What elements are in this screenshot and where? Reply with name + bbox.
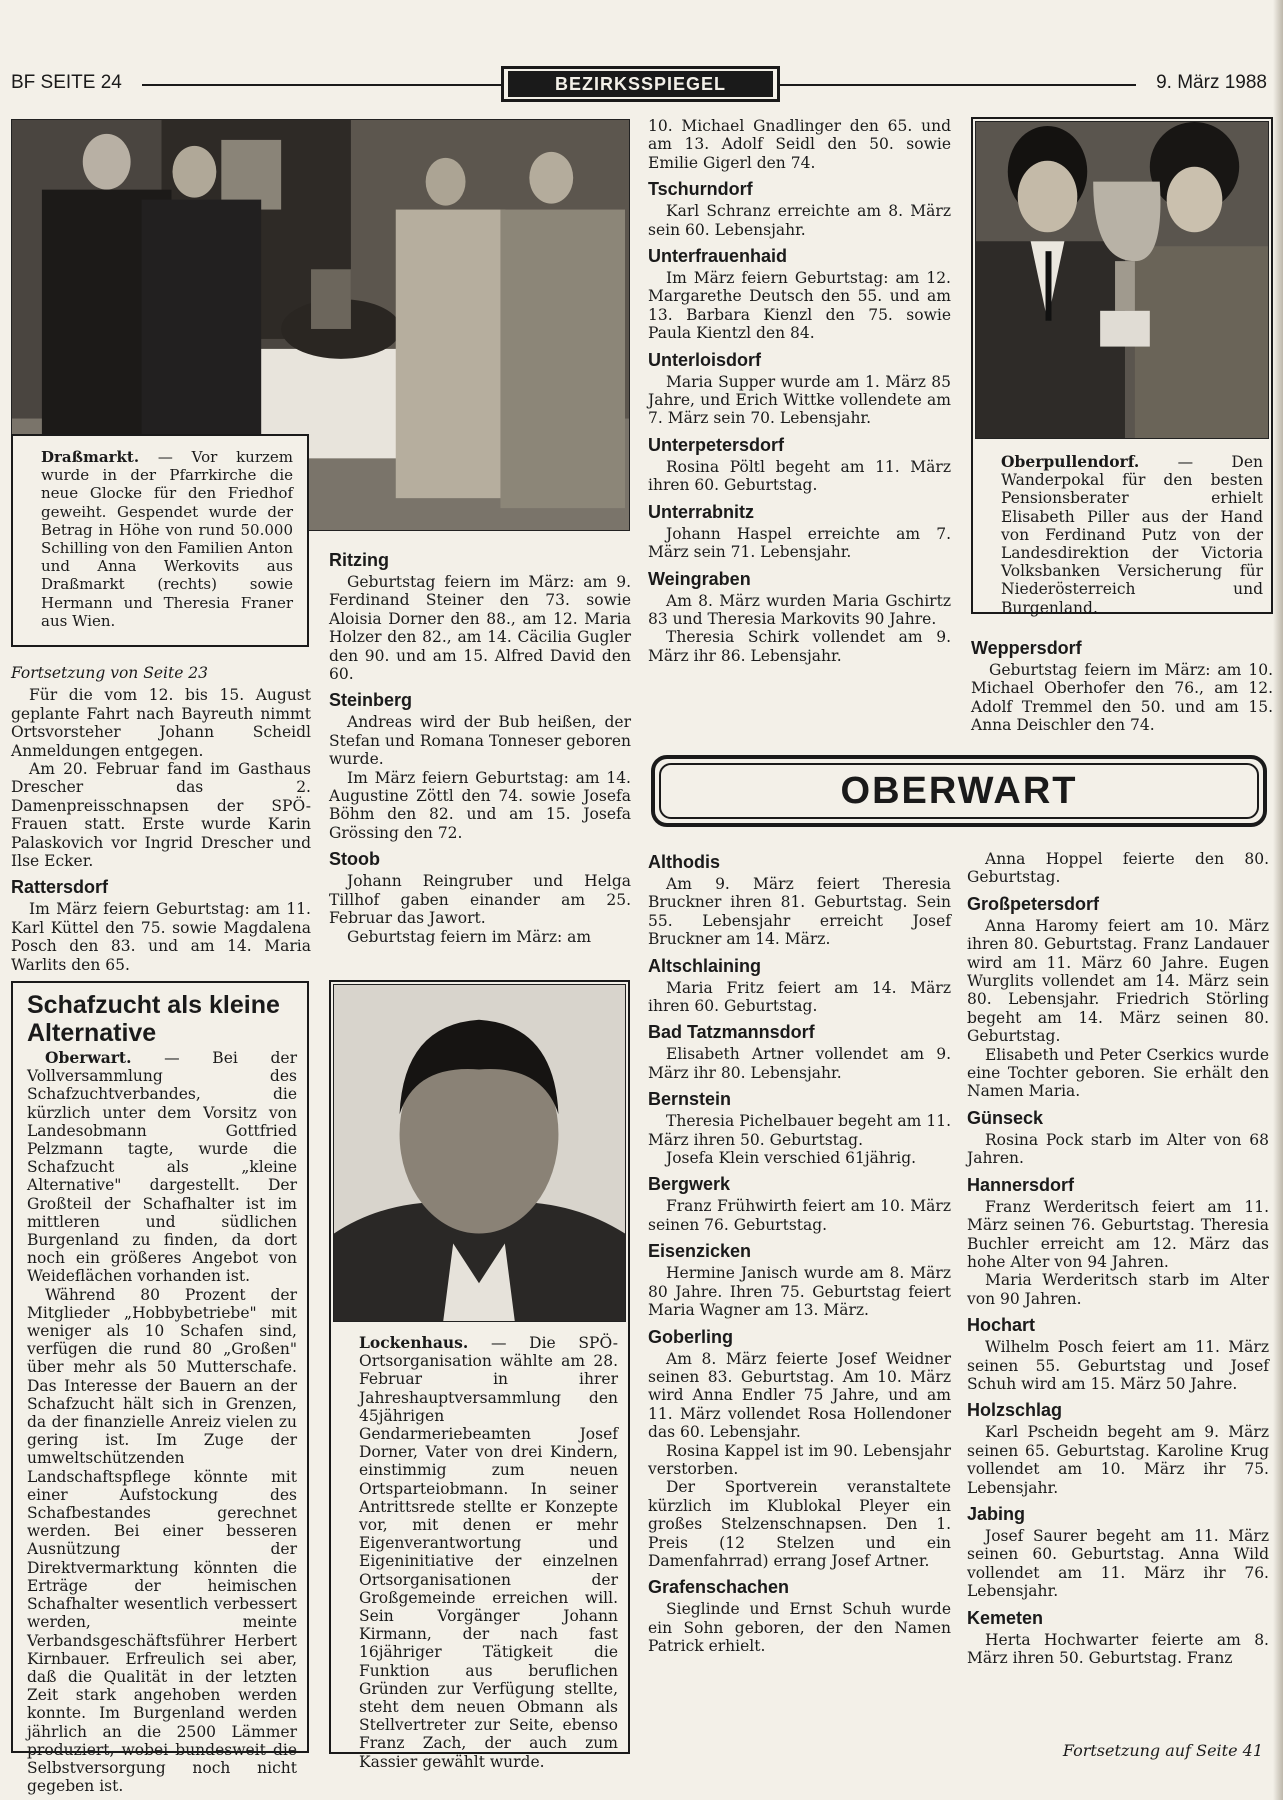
paragraph: Geburtstag feiern im März: am 9. Ferdinand Steiner den 73. sowie Aloisia Dorner den 88., am 12. Maria Holzer den 82., am 14. Cäcilia Gugler den 90. und am 15. Alfred David den 60.	[329, 573, 631, 684]
paragraph: Maria Supper wurde am 1. März 85 Jahre, und Erich Wittke vollendete am 7. März sein 70. Lebensjahr.	[648, 372, 951, 428]
oberwart-left-column	[648, 845, 951, 1656]
story-box-schafzucht	[11, 981, 309, 1796]
section-heading: Hannersdorf	[967, 1174, 1075, 1195]
section-heading: Altschlaining	[648, 955, 762, 976]
section-heading: Weingraben	[648, 568, 751, 589]
section-heading: Goberling	[648, 1326, 733, 1347]
header-rule-left	[142, 84, 502, 86]
paragraph: Josef Saurer begeht am 11. März seinen 60. Geburtstag. Anna Wild vollendet am 11. März ihr 76. Lebensjahr.	[967, 1526, 1269, 1601]
paragraph: Maria Werderitsch starb im Alter von 90 Jahren.	[967, 1271, 1269, 1308]
section-heading: Jabing	[967, 1503, 1026, 1524]
section-heading: Bergwerk	[648, 1174, 731, 1195]
banner-title: OBERWART	[840, 769, 1078, 812]
oberwart-right-column	[967, 850, 1269, 1667]
paragraph: Andreas wird der Bub heißen, der Stefan und Romana Tonneser geboren wurde.	[329, 713, 631, 769]
column-2-text	[329, 543, 631, 946]
paragraph: Im März feiern Geburtstag: am 12. Margarethe Deutsch den 55. und am 13. Barbara Kienzl den 75. sowie Paula Kientzl den 84.	[648, 269, 951, 343]
lockenhaus-caption	[331, 1330, 628, 1777]
story-lead: Oberwart.	[45, 1048, 132, 1067]
section-heading: Bad Tatzmannsdorf	[648, 1022, 815, 1043]
section-heading: Althodis	[648, 852, 720, 872]
portrait-photo	[333, 984, 626, 1322]
caption-text: — Vor kurzem wurde in der Pfarrkirche die neue Glocke für den Friedhof geweiht. Gespendet wurde der Betrag in Höhe von rund 50.000 Schilling von den Familien Anton und Anna Werkovits aus Draßmarkt (rechts) sowie Hermann und Theresia Franer aus Wien.	[41, 448, 293, 630]
paragraph: Rosina Kappel ist im 90. Lebensjahr verstorben.	[648, 1441, 951, 1478]
paragraph: Am 8. März feierte Josef Weidner seinen 83. Geburtstag. Am 10. März wird Anna Endler 75 Jahre, und am 11. März vollendet Rosa Hollendoner das 60. Lebensjahr.	[648, 1349, 951, 1442]
section-heading: Unterloisdorf	[648, 349, 762, 370]
paragraph: Johann Haspel erreichte am 7. März sein 71. Lebensjahr.	[648, 524, 951, 562]
section-heading: Stoob	[329, 849, 380, 870]
section-heading: Günseck	[967, 1107, 1044, 1128]
section-heading: Hochart	[967, 1315, 1036, 1336]
drassmarkt-caption	[11, 434, 309, 647]
trophy-box	[971, 117, 1273, 617]
paragraph: Karl Pscheidn begeht am 9. März seinen 65. Geburtstag. Karoline Krug vollendet am 10. März ihr 75. Lebensjahr.	[967, 1423, 1269, 1497]
paragraph: Johann Reingruber und Helga Tillhof gaben einander am 25. Februar das Jawort.	[329, 872, 631, 928]
continued-on: Fortsetzung auf Seite 41	[1062, 1741, 1263, 1760]
caption-text: — Den Wanderpokal für den besten Pensionsberater erhielt Elisabeth Piller aus der Hand von Ferdinand Putz von der Landesdirektion der Victoria Volksbanken Versicherung für Niederösterreich und Burgenland.	[1001, 453, 1263, 617]
paragraph: Geburtstag feiern im März: am	[347, 927, 592, 946]
paragraph: Während 80 Prozent der Mitglieder „Hobbybetriebe" mit weniger als 10 Schafen sind, verfügen die rund 80 „Großen" über mehr als 50 Mutterschafe. Das Interesse der Bauern an der Schafzucht hält sich in Grenzen, da der finanzielle Anreiz vielen zu gering ist. Im Zuge der umweltschützenden Landschaftspflege könnte mit einer Aufstockung des Schafbestandes gerechnet werden. Bei einer besseren Ausnützung der Direktvermarktung könnten die Erträge der heimischen Schafhalter wesentlich verbessert werden, meinte Verbandsgeschäftsführer Herbert Kirnbauer. Erfreulich sei aber, daß die Qualität in der letzten Zeit stark angehoben werden konnte. Im Burgenland werden jährlich an die 2500 Lämmer produziert, wobei bundesweit die Selbstversorgung noch nicht gegeben ist.	[27, 1285, 297, 1796]
section-heading: Ritzing	[329, 550, 389, 570]
section-heading: Holzschlag	[967, 1400, 1063, 1421]
section-heading: Kemeten	[967, 1607, 1044, 1628]
paragraph	[27, 1049, 297, 1286]
story-headline: Schafzucht als kleine Alternative	[27, 991, 280, 1047]
paragraph: Herta Hochwarter feierte am 8. März ihren 50. Geburtstag. Franz	[967, 1630, 1269, 1667]
page-number: BF SEITE 24	[11, 72, 122, 93]
story-text: — Bei der Vollversammlung des Schafzuchtverbandes, die kürzlich unter dem Vorsitz von Landesobmann Gottfried Pelzmann tagte, wurde die Schafzucht als „kleine Alternative" dargestellt. Der Großteil der Schafhalter ist im mittleren und südlichen Burgenland zu finden, da dort noch ein größeres Angebot von Weideflächen vorhanden ist.	[27, 1049, 297, 1286]
header-rule-right	[780, 84, 1136, 86]
paragraph: Hermine Janisch wurde am 8. März 80 Jahre. Ihren 75. Geburtstag feiert Maria Wagner am 13. März.	[648, 1264, 951, 1320]
paragraph: Theresia Pichelbauer begeht am 11. März ihren 50. Geburtstag.	[648, 1112, 951, 1149]
continued-from: Fortsetzung von Seite 23	[11, 664, 209, 682]
banner-frame	[659, 763, 1259, 819]
paragraph: Am 8. März wurden Maria Gschirtz 83 und Theresia Markovits 90 Jahre.	[648, 591, 951, 628]
paragraph: Geburtstag feiern im März: am 10. Michael Oberhofer den 76., am 12. Adolf Tremmel den 50. und am 15. Anna Deischler den 74.	[971, 661, 1273, 735]
portrait-box	[329, 980, 630, 1771]
issue-date: 9. März 1988	[1156, 72, 1267, 93]
paragraph: Josefa Klein verschied 61jährig.	[666, 1149, 917, 1168]
column-4-top-text	[971, 631, 1273, 735]
paragraph: Anna Haromy feiert am 10. März ihren 80. Geburtstag. Franz Landauer wird am 11. März 60 Jahre. Eugen Wurglits vollendet am 14. März sein 80. Lebensjahr. Friedrich Störling begeht am 14. März seinen 80. Geburtstag.	[967, 916, 1269, 1046]
paragraph: 10. Michael Gnadlinger den 65. und am 13. Adolf Seidl den 50. sowie Emilie Gigerl den 74.	[648, 117, 951, 172]
paragraph: Rosina Pöltl begeht am 11. März ihren 60. Geburtstag.	[648, 457, 951, 495]
page-edge-shadow	[1273, 0, 1283, 1800]
section-heading: Bernstein	[648, 1089, 732, 1110]
paragraph: Sieglinde und Ernst Schuh wurde ein Sohn geboren, der den Namen Patrick erhielt.	[648, 1600, 951, 1656]
masthead	[501, 66, 780, 102]
paragraph: Im März feiern Geburtstag: am 11. Karl Küttel den 75. sowie Magdalena Posch den 83. und am 14. Maria Warlits den 65.	[11, 900, 311, 974]
paragraph: Rosina Pock starb im Alter von 68 Jahren.	[967, 1130, 1269, 1168]
paragraph: Für die vom 12. bis 15. August geplante Fahrt nach Bayreuth nimmt Ortsvorsteher Johann Scheidl Anmeldungen entgegen.	[11, 686, 311, 760]
paragraph: Theresia Schirk vollendet am 9. März ihr 86. Lebensjahr.	[648, 628, 951, 665]
column-1-text	[11, 664, 311, 974]
paragraph: Im März feiern Geburtstag: am 14. Augustine Zöttl den 74. sowie Josefa Böhm den 82. und am 15. Josefa Grössing den 72.	[329, 768, 631, 842]
section-heading: Weppersdorf	[971, 638, 1082, 658]
paragraph: Franz Werderitsch feiert am 11. März seinen 76. Geburtstag. Theresia Buchler erreicht am 12. März das hohe Alter von 94 Jahren.	[967, 1197, 1269, 1271]
paragraph: Am 9. März feiert Theresia Bruckner ihren 81. Geburtstag. Sein 55. Lebensjahr erreicht Josef Bruckner am 14. März.	[648, 875, 951, 949]
paragraph: Franz Frühwirth feiert am 10. März seinen 76. Geburtstag.	[648, 1197, 951, 1234]
section-heading: Unterpetersdorf	[648, 434, 785, 455]
paragraph: Elisabeth und Peter Cserkics wurde eine Tochter geboren. Sie erhält den Namen Maria.	[967, 1045, 1269, 1101]
caption-lead: Oberpullendorf.	[1001, 452, 1140, 471]
section-heading: Unterrabnitz	[648, 501, 755, 522]
section-heading: Unterfrauenhaid	[648, 246, 788, 267]
section-heading: Eisenzicken	[648, 1241, 752, 1262]
paragraph: Maria Fritz feiert am 14. März ihren 60. Geburtstag.	[648, 978, 951, 1016]
paragraph: Anna Hoppel feierte den 80. Geburtstag.	[967, 850, 1269, 887]
paragraph: Wilhelm Posch feiert am 11. März seinen 55. Geburtstag und Josef Schuh wird am 15. März 50 Jahre.	[967, 1338, 1269, 1393]
section-banner-oberwart	[651, 755, 1267, 827]
caption-lead: Draßmarkt.	[41, 448, 140, 466]
section-heading: Tschurndorf	[648, 179, 753, 200]
paragraph: Der Sportverein veranstaltete kürzlich im Klublokal Pleyer ein großes Stelzenschnapsen. Den 1. Preis (12 Stelzen und ein Damenfahrrad) errang Josef Artner.	[648, 1478, 951, 1570]
caption-lead: Lockenhaus.	[359, 1333, 469, 1352]
paragraph: Elisabeth Artner vollendet am 9. März ihr 80. Lebensjahr.	[648, 1045, 951, 1082]
oberpullendorf-caption	[973, 449, 1271, 623]
trophy-photo	[975, 121, 1269, 439]
caption-text: — Die SPÖ-Ortsorganisation wählte am 28. Februar in ihrer Jahreshauptversammlung den 45jährigen Gendarmeriebeamten Josef Dorner, Vater von drei Kindern, einstimmig zum neuen Ortsparteiobmann. In seiner Antrittsrede stellte er Konzepte vor, mit denen er mehr Eigenverantwortung und Eigeninitiative der einzelnen Ortsorganisationen der Großgemeinde erreichen will. Sein Vorgänger Johann Kirmann, der nach fast 16jähriger Tätigkeit die Funktion aus beruflichen Gründen zur Verfügung stellte, steht dem neuen Obmann als Stellvertreter zur Seite, ebenso Franz Zach, der auch zum Kassier gewählt wurde.	[359, 1334, 618, 1771]
paragraph: Karl Schranz erreichte am 8. März sein 60. Lebensjahr.	[648, 202, 951, 239]
section-heading: Rattersdorf	[11, 877, 109, 898]
column-3-text	[648, 117, 951, 665]
section-heading: Steinberg	[329, 690, 413, 711]
paragraph: Am 20. Februar fand im Gasthaus Drescher das 2. Damenpreisschnapsen der SPÖ-Frauen statt. Erste wurde Karin Palaskovich vor Ingrid Drescher und Ilse Ecker.	[11, 760, 311, 871]
section-heading: Grafenschachen	[648, 1577, 790, 1598]
masthead-title: BEZIRKSSPIEGEL	[508, 71, 773, 97]
section-heading: Großpetersdorf	[967, 893, 1100, 914]
